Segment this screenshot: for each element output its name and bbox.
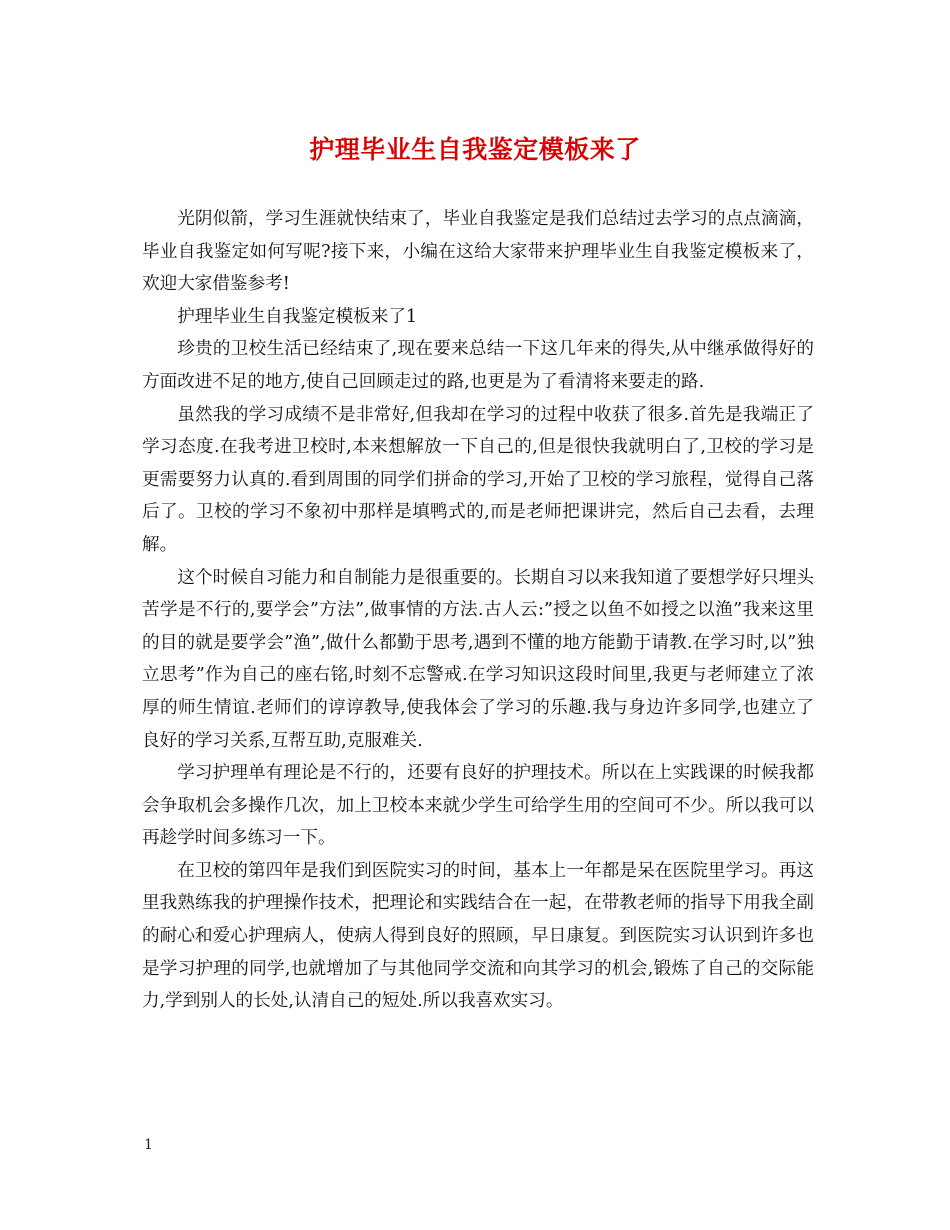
- body-paragraph: 学习护理单有理论是不行的，还要有良好的护理技术。所以在上实践课的时候我都会争取机会多操作几次，加上卫校本来就少学生可给学生用的空间可不少。所以我可以再趁学时间多练习一下。: [142, 763, 814, 849]
- document-title: 护理毕业生自我鉴定模板来了: [309, 135, 641, 164]
- body-paragraph: 这个时候自习能力和自制能力是很重要的。长期自习以来我知道了要想学好只埋头苦学是不行的,要学会”方法”,做事情的方法.古人云:”授之以鱼不如授之以渔”我来这里的目的就是要学会”渔”,做什么都勤于思考,遇到不懂的地方能勤于请教.在学习时,以”独立思考”作为自己的座右铭,时刻不忘警戒.在学习知识这段时间里,我更与老师建立了浓厚的师生情谊.老师们的谆谆教导,使我体会了学习的乐趣.我与身边许多同学,也建立了良好的学习关系,互帮互助,克服难关.: [142, 567, 814, 751]
- section-heading: 护理毕业生自我鉴定模板来了1: [177, 306, 418, 327]
- body-paragraph: 珍贵的卫校生活已经结束了,现在要来总结一下这几年来的得失,从中继承做得好的方面改进不足的地方,使自己回顾走过的路,也更是为了看清将来要走的路.: [142, 339, 814, 392]
- document-body: [142, 203, 814, 1018]
- body-paragraph: 虽然我的学习成绩不是非常好,但我却在学习的过程中收获了很多.首先是我端正了学习态度.在我考进卫校时,本来想解放一下自己的,但是很快我就明白了,卫校的学习是更需要努力认真的.看到周围的同学们拼命的学习,开始了卫校的学习旅程，觉得自己落后了。卫校的学习不象初中那样是填鸭式的,而是老师把课讲完，然后自己去看，去理解。: [142, 404, 814, 555]
- intro-paragraph: 光阴似箭，学习生涯就快结束了，毕业自我鉴定是我们总结过去学习的点点滴滴，毕业自我鉴定如何写呢?接下来，小编在这给大家带来护理毕业生自我鉴定模板来了，欢迎大家借鉴参考!: [142, 209, 814, 295]
- body-paragraph: 在卫校的第四年是我们到医院实习的时间，基本上一年都是呆在医院里学习。再这里我熟练我的护理操作技术，把理论和实践结合在一起，在带教老师的指导下用我全副的耐心和爱心护理病人，使病人得到良好的照顾，早日康复。到医院实习认识到许多也是学习护理的同学,也就增加了与其他同学交流和向其学习的机会,锻炼了自己的交际能力,学到别人的长处,认清自己的短处.所以我喜欢实习。: [142, 860, 814, 1012]
- page-number: 1: [144, 1137, 153, 1153]
